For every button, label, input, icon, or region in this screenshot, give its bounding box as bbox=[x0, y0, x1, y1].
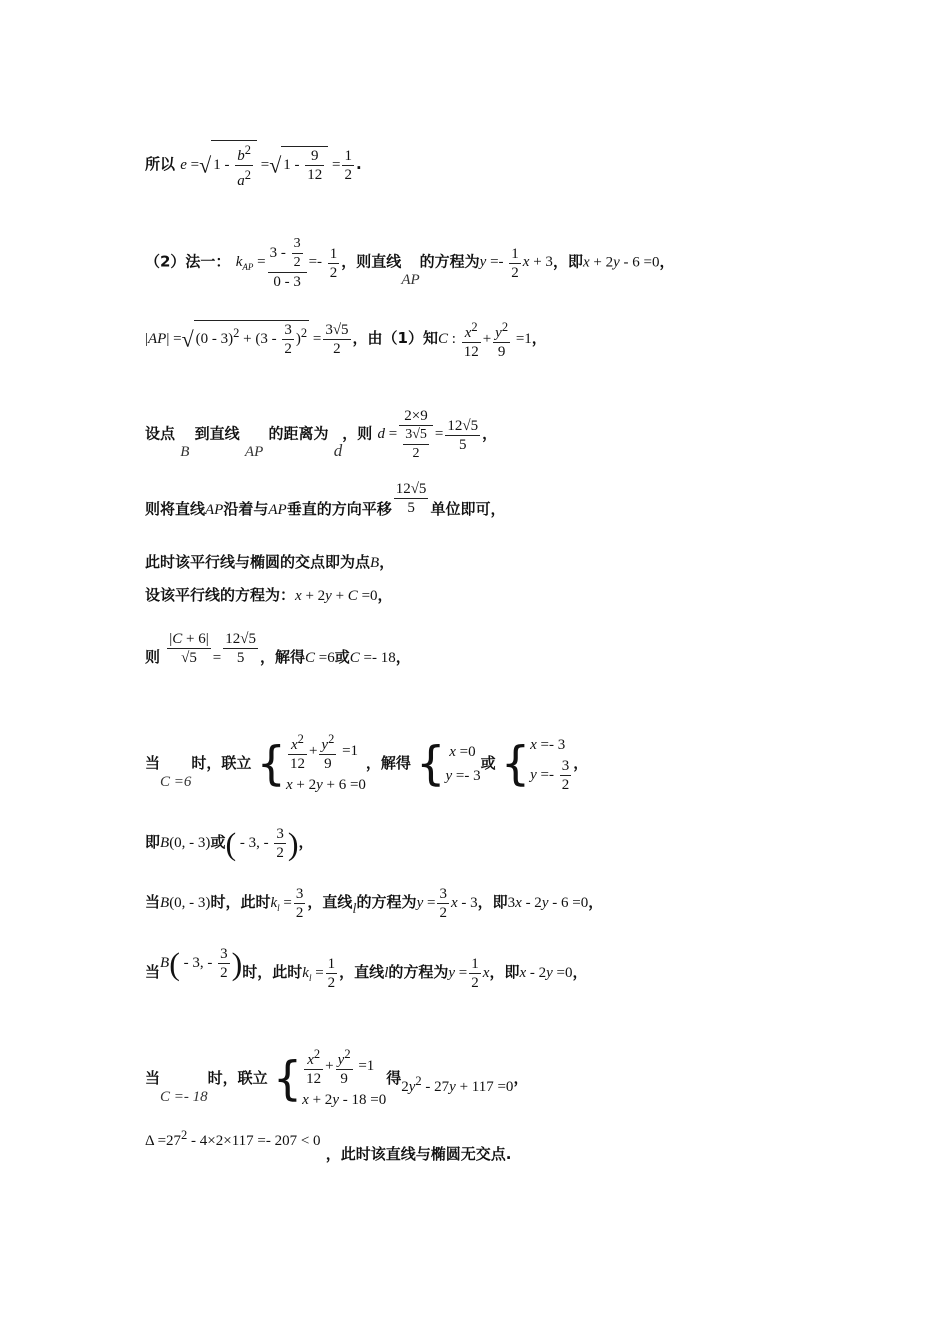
line-case-c6: 当C =6时，联立 { $\frac{x^2}{12}$ + $\frac{y^2}{9}$ =1 x + 2y + 6 =0，解得 { x =0 y =- 3或 {x =- 3 y =- $\frac{3}{2}$ ， bbox=[145, 730, 588, 797]
line-method-one: （2）法一： $k_{AP}$ = 3 - $\frac{3}{2}$ 0 - 3 =- $\frac{1}{2}$ ，则直线AP的方程为y =- $\frac{1}{2}$ x + 3，即x + 2y - 6 =0， bbox=[145, 236, 675, 290]
line-translate: 则将直线AP沿着与AP垂直的方向平移 $\frac{12√5}{5}$ 单位即可， bbox=[145, 481, 506, 518]
solution-2: x =- 3 y =- $\frac{3}{2}$ bbox=[530, 737, 570, 793]
formula-point-2: ( - 3, - $\frac{3}{2}$ ) bbox=[225, 825, 299, 862]
line-case-b2: 当B( - 3, - $\frac{3}{2}$ )时，此时$k_l$ = $\frac{1}{2}$ ，直线l的方程为y = $\frac{1}{2}$ x，即x - 2y =0， bbox=[145, 945, 588, 991]
formula-eccentricity: e =√ 1 - $\frac{b^2}{a^2}$ =√ 1 - $\frac{9}{12}$ = $\frac{1}{2}$ bbox=[180, 157, 356, 173]
text-suoyi: 所以 bbox=[145, 154, 176, 173]
formula-discriminant: $\Delta =27^2 - 4\times 2\times 117 =- 207 < 0$ bbox=[145, 1128, 321, 1149]
line-eccentricity: 所以 e =√ 1 - $\frac{b^2}{a^2}$ =√ 1 - $\frac{9}{12}$ = $\frac{1}{2}$ . bbox=[145, 140, 362, 190]
formula-distance: d = $\frac{2\times 9}{\frac{3√5}{2}}$ = $\frac{12√5}{5}$ bbox=[377, 408, 479, 461]
system-c6: $\frac{x^2}{12}$ + $\frac{y^2}{9}$ =1 x + 2y + 6 =0 bbox=[285, 732, 366, 793]
formula-line-ap-general: x + 2y - 6 =0 bbox=[582, 254, 660, 271]
system-c18: $\frac{x^2}{12}$ + $\frac{y^2}{9}$ =1 x + 2y - 18 =0 bbox=[302, 1047, 387, 1108]
line-case-c18: 当C =- 18时，联立 { $\frac{x^2}{12}$ + $\frac{y^2}{9}$ =1 x + 2y - 18 =0得$2y^2 - 27y + 117 =0$， bbox=[145, 1045, 528, 1112]
line-ap-length: |AP| =√ (0 - 3)$^2$ + (3 - $\frac{3}{2}$ )$^2$ = $\frac{3√5}{2}$ ，由（1）知C : $\frac{x^2}{12}$ + $\frac{y^2}{9}$ =1， bbox=[145, 320, 547, 360]
formula-distance-c: $\frac{|C + 6|}{√5}$ = $\frac{12√5}{5}$ bbox=[169, 631, 256, 666]
line-solve-c: 则 $\frac{|C + 6|}{√5}$ = $\frac{12√5}{5}$ ，解得C =6或C =- 18， bbox=[145, 631, 411, 666]
line-parallel-eq: 设该平行线的方程为：x + 2y + C =0， bbox=[145, 586, 393, 604]
line-case-b1: 当B(0, - 3)时，此时$k_l$ = $\frac{3}{2}$ ，直线l的方程为y = $\frac{3}{2}$ x - 3，即3x - 2y - 6 =0， bbox=[145, 886, 604, 921]
formula-ap-length: |AP| =√ (0 - 3)$^2$ + (3 - $\frac{3}{2}$ )$^2$ = $\frac{3√5}{2}$ bbox=[145, 322, 349, 357]
formula-parallel-line: x + 2y + C =0 bbox=[295, 588, 378, 604]
line-distance: 设点 B 到直线 AP 的距离为 d，则 d = $\frac{2\times 9}{\frac{3√5}{2}}$ = $\frac{12√5}{5}$ ， bbox=[145, 408, 498, 461]
formula-slope-ap: $k_{AP}$ = 3 - $\frac{3}{2}$ 0 - 3 =- $\frac{1}{2}$ bbox=[235, 236, 338, 290]
solution-1: x =0 y =- 3 bbox=[445, 743, 481, 784]
formula-ellipse: C : $\frac{x^2}{12}$ + $\frac{y^2}{9}$ =1 bbox=[438, 320, 532, 360]
formula-line-ap: y =- $\frac{1}{2}$ x + 3 bbox=[479, 245, 553, 281]
line-points-b: 即B(0, - 3)或( - 3, - $\frac{3}{2}$ )， bbox=[145, 825, 314, 862]
line-discriminant: $\Delta =27^2 - 4\times 2\times 117 =- 207 < 0$ ，此时该直线与椭圆无交点. bbox=[145, 1128, 512, 1163]
formula-shift-distance: $\frac{12√5}{5}$ bbox=[395, 481, 427, 516]
line-intersection: 此时该平行线与椭圆的交点即为点B， bbox=[145, 553, 395, 571]
